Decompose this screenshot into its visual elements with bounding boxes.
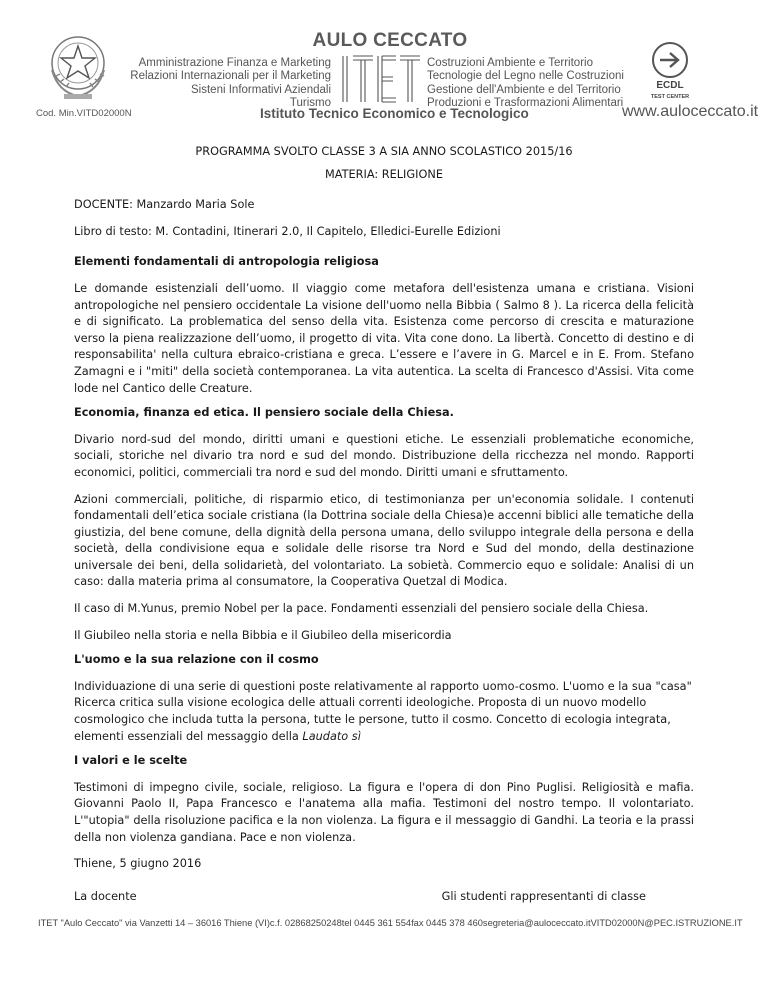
email-address: segreteria@auloceccato.it <box>482 918 591 928</box>
phone-number: tel 0445 361 554 <box>341 918 412 928</box>
textbook-line: Libro di testo: M. Contadini, Itinerari 2.0, Il Capitelo, Elledici-Eurelle Edizioni <box>74 224 501 238</box>
place-date: Thiene, 5 giugno 2016 <box>74 857 202 871</box>
section-heading: Elementi fondamentali di antropologia religiosa <box>74 255 379 269</box>
fax-number: fax 0445 378 460 <box>411 918 483 928</box>
paragraph-text: Individuazione di una serie di questioni poste relativamente al rapporto uomo-cosmo. L'uomo e la sua "casa" Ricerca critica sulla visione ecologica delle attuali correnti ideologiche. Proposta di un nuovo modello cosmologico che includa tutta la persona, tutte le persone, tutto il cosmo. Concetto di ecologia integrata, elementi essenziali del messaggio della <box>74 679 692 743</box>
italian-republic-emblem-icon <box>44 30 112 102</box>
course-item: Turismo <box>289 97 331 110</box>
section-paragraph: Azioni commerciali, politiche, di risparmio etico, di testimonianza per un'economia solidale. I contenuti fondamentali dell’etica sociale cristiana (la Dottrina sociale della Chiesa)e accenni biblici alle tematiche della giustizia, del bene comune, della dignità della persona umana, dello sviluppo integrale della persona e della società, della condivisione equa e solidale delle risorse tra Nord e Sud del mondo, della destinazione universale dei beni, della solidarietà, del volontariato. La sobietà. Commercio equo e solidale: Analisi di un caso: dalla materia prima al consumatore, la Cooperativa Quetzal di Modica. <box>74 492 694 589</box>
course-item: Relazioni Internazionali per il Marketing <box>130 70 331 83</box>
encyclical-title: Laudato sì <box>302 729 361 743</box>
ecdl-sublabel: TEST CENTER <box>650 94 690 100</box>
document-body <box>74 144 694 905</box>
page-footer <box>38 918 743 928</box>
section-heading: Economia, finanza ed etica. Il pensiero sociale della Chiesa. <box>74 406 454 420</box>
economic-courses-list <box>130 57 331 111</box>
section-heading: L'uomo e la sua relazione con il cosmo <box>74 653 319 667</box>
section-paragraph: Divario nord-sud del mondo, diritti umani e questioni etiche. Le essenziali problematiche economiche, sociali, storiche nel divario tra nord e sud del mondo. Distribuzione della ricchezza nel mondo. Rapporti economici, politici, commerciali tra nord e sud del mondo. Diritti umani e sfruttamento. <box>74 432 694 479</box>
course-item: Produzioni e Trasformazioni Alimentari <box>427 97 624 110</box>
school-address: ITET "Aulo Ceccato" via Vanzetti 14 – 36016 Thiene (VI) <box>38 918 270 928</box>
students-signature-label: Gli studenti rappresentanti di classe <box>441 889 646 903</box>
course-item: Gestione dell'Ambiente e del Territorio <box>427 83 621 96</box>
teacher-signature-label: La docente <box>74 889 137 903</box>
course-item: Sisteni Informativi Aziendali <box>191 83 331 96</box>
section-paragraph: Il Giubileo nella storia e nella Bibbia e il Giubileo della misericordia <box>74 628 452 642</box>
school-website: www.auloceccato.it <box>622 103 759 120</box>
section-heading: I valori e le scelte <box>74 754 188 768</box>
ecdl-test-center-logo <box>636 38 704 100</box>
itet-logo <box>340 54 423 104</box>
section-paragraph: Il caso di M.Yunus, premio Nobel per la pace. Fondamenti essenziali del pensiero sociale della Chiesa. <box>74 602 649 616</box>
pec-address: VITD02000N@PEC.ISTRUZIONE.IT <box>590 918 743 928</box>
tax-code: c.f. 02868250248 <box>269 918 342 928</box>
section-paragraph: Le domande esistenziali dell’uomo. Il viaggio come metafora dell'esistenza umana e cristiana. Visioni antropologiche nel pensiero occidentale La visione dell'uomo nella Bibbia ( Salmo 8 ). La ricerca della felicità e di significato. La problematica del senso della vita. Esistenza come percorso di crescita e maturazione verso la piena realizzazione dell’uomo, il progetto di vita. Vita cone dono. La libertà. Concetto di destino e di responsabilita' nella cultura ebraico-cristiana e greca. L’essere e l’avere in G. Marcel e in E. From. Stefano Zamagni e i "miti" della società contemporanea. La vita autentica. La scelta di Francesco d'Assisi. Vita come lode nel Cantico delle Creature. <box>74 281 694 395</box>
teacher-line: DOCENTE: Manzardo Maria Sole <box>74 198 255 212</box>
signature-row <box>74 889 694 906</box>
letterhead <box>0 0 768 130</box>
school-name: AULO CECCATO <box>312 30 468 51</box>
section-paragraph <box>74 679 694 745</box>
course-item: Tecnologie del Legno nelle Costruzioni <box>427 70 624 83</box>
school-subtitle: Istituto Tecnico Economico e Tecnologico <box>260 106 529 121</box>
technical-courses-list <box>427 57 624 111</box>
program-title: PROGRAMMA SVOLTO CLASSE 3 A SIA ANNO SCOLASTICO 2015/16 <box>195 145 573 158</box>
course-item: Costruzioni Ambiente e Territorio <box>427 57 593 69</box>
section-paragraph: Testimoni di impegno civile, sociale, religioso. La figura e l'opera di don Pino Puglisi. Religiosità e mafia. Giovanni Paolo II, Papa Francesco e l'anatema alla mafia. Testimoni del nostro tempo. Il volontariato. L'"utopia" della risoluzione pacifica e la non violenza. La figura e il messaggio di Gandhi. La teoria e la prassi della non violenza gandiana. Pace e non violenza. <box>74 780 694 844</box>
course-item: Amministrazione Finanza e Marketing <box>138 57 331 69</box>
subject-line: MATERIA: RELIGIONE <box>325 167 443 181</box>
ecdl-label: ECDL <box>656 80 684 91</box>
ministry-code: Cod. Min.VITD02000N <box>36 108 132 119</box>
